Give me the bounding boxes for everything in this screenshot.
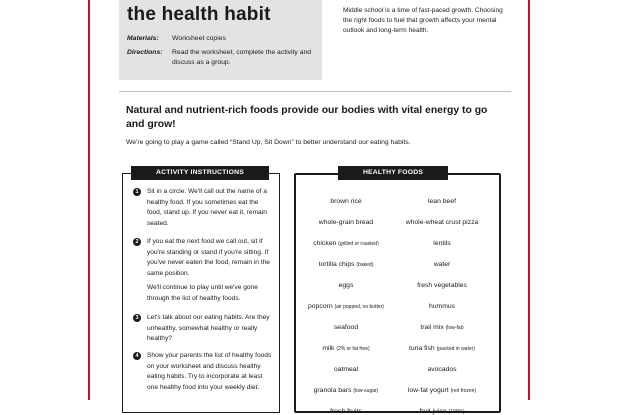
step-number-badge: 1 [133,188,141,196]
food-name: water [433,261,451,268]
healthy-food-item [392,366,492,373]
food-note: (baked) [356,262,374,268]
healthy-food-item [392,387,492,394]
healthy-food-item [392,198,492,205]
food-name: oatmeal [333,366,359,373]
food-name: lentils [433,240,451,247]
page-border-right [528,0,530,400]
food-note: (not frozen) [450,388,477,394]
food-name: brown rice [330,198,362,205]
directions-value: Read the worksheet, complete the activity and discuss as a group. [172,49,312,66]
healthy-food-item [296,261,396,268]
food-note: (grilled or roasted) [338,241,379,247]
step-text: Let's talk about our eating habits. Are they unhealthy, somewhat healthy or really healthy? [147,314,270,342]
activity-panel [122,173,280,413]
healthy-food-item [392,324,492,331]
food-note: (packed in water) [436,346,475,352]
healthy-food-item [392,219,492,226]
food-name: granola bars [313,387,352,394]
page-border-left [88,0,90,400]
materials-label: Materials: [127,35,159,42]
healthy-food-item [296,240,396,247]
section-divider [119,91,511,92]
healthy-food-item [296,345,396,352]
healthy-food-item [296,324,396,331]
healthy-food-item [392,240,492,247]
healthy-foods-panel [294,173,501,413]
food-name: fresh vegetables [417,282,467,289]
food-name: fresh fruits [330,408,362,415]
food-name: hummus [428,303,456,310]
healthy-food-item [296,198,396,205]
food-note: (air popped, no butter) [334,304,384,310]
food-name: milk [322,345,335,352]
food-name: lean beef [428,198,456,205]
step-text: If you eat the next food we call out, sit if you're standing or stand if you're sitting. If you've never eaten the food, remain in the same position. [147,238,270,277]
food-name: fruit juice [419,408,447,415]
intro-paragraph: Middle school is a time of fast-paced growth. Choosing the right foods to fuel that growth affects your mental outlook and long-term health. [343,7,503,34]
food-name: whole-grain bread [318,219,374,226]
food-note: (100%) [448,409,465,415]
healthy-food-item [392,261,492,268]
food-name: avocados [427,366,457,373]
materials-value: Worksheet copies [172,35,226,42]
healthy-food-item [296,387,396,394]
step-number-badge: 4 [133,352,141,360]
step-text: Show your parents the list of healthy foods on your worksheet and discuss healthy eating habits. Try to incorporate at least one healthy food into your weekly diet. [147,352,272,391]
food-note: (low-sugar) [353,388,379,394]
food-name: low-fat yogurt [407,387,449,394]
healthy-food-item [296,366,396,373]
food-name: chicken [313,240,337,247]
food-note: (2% or fat free) [336,346,370,352]
page-title: the health habit [127,4,271,25]
directions-label: Directions: [127,49,163,56]
lead-heading: Natural and nutrient-rich foods provide our bodies with vital energy to go and grow! [126,105,488,130]
healthy-food-item [296,219,396,226]
healthy-foods-heading: HEALTHY FOODS [338,166,448,180]
healthy-food-item [392,345,492,352]
food-name: popcorn [308,303,333,310]
food-name: eggs [338,282,354,289]
healthy-food-item [296,408,396,415]
step-text: We'll continue to play until we've gone through the list of healthy foods. [147,284,258,302]
food-name: seafood [333,324,359,331]
step-text: Sit in a circle. We'll call out the name of a healthy food. If you sometimes eat the food, stand up. If you never eat it, remain seated. [147,188,267,227]
healthy-food-item [296,282,396,289]
food-name: tortilla chips [318,261,355,268]
food-name: whole-wheat crust pizza [405,219,479,226]
healthy-food-item [296,303,396,310]
game-intro-text: We're going to play a game called “Stand Up, Sit Down” to better understand our eating habits. [126,139,411,146]
food-note: (low-fat) [445,325,464,331]
healthy-food-item [392,408,492,415]
step-number-badge: 2 [133,238,141,246]
step-number-badge: 3 [133,314,141,322]
healthy-food-item [392,303,492,310]
food-name: tuna fish [409,345,435,352]
healthy-food-item [392,282,492,289]
activity-instructions-heading: ACTIVITY INSTRUCTIONS [131,166,269,180]
food-name: trail mix [420,324,444,331]
